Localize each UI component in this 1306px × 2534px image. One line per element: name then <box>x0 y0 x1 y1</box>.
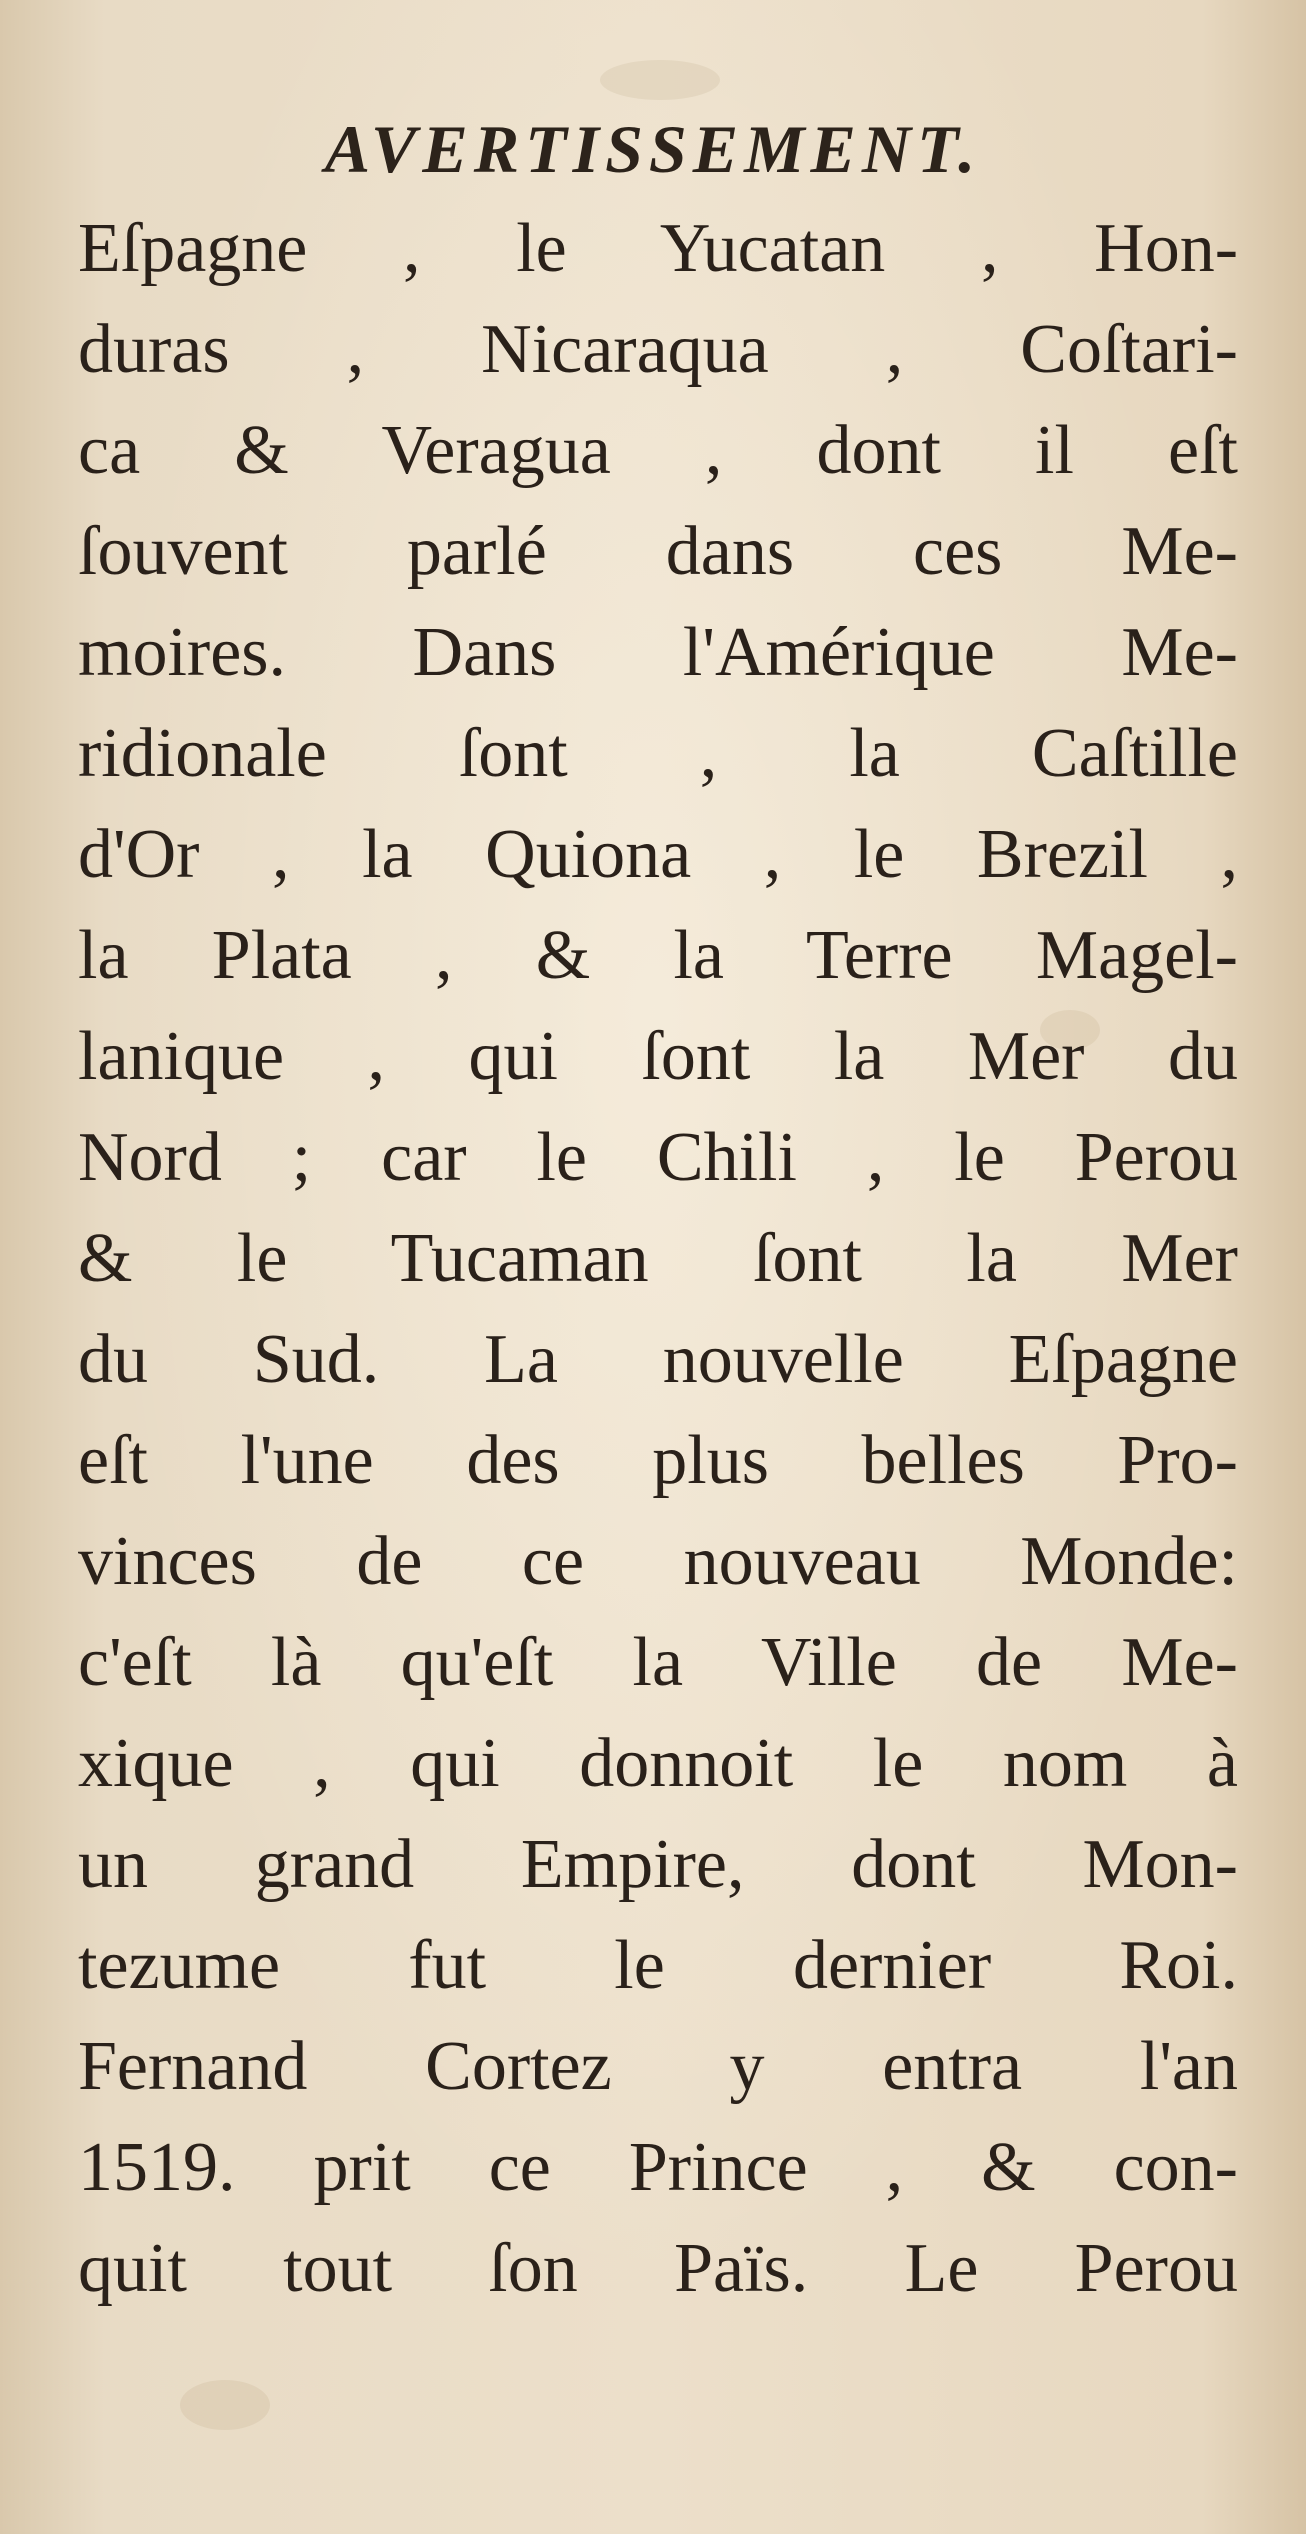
text-line: du Sud. La nouvelle Eſpagne <box>78 1321 1238 1398</box>
text-line: duras , Nicaraqua , Coſtari- <box>78 311 1238 388</box>
text-line: & le Tucaman ſont la Mer <box>78 1220 1238 1297</box>
text-line: moires. Dans l'Amérique Me- <box>78 614 1238 691</box>
text-line: lanique , qui ſont la Mer du <box>78 1018 1238 1095</box>
text-line: quit tout ſon Païs. Le Perou <box>78 2230 1238 2307</box>
text-line: ſouvent parlé dans ces Me- <box>78 513 1238 590</box>
text-line: xique , qui donnoit le nom à <box>78 1725 1238 1802</box>
paper-stain <box>600 60 720 100</box>
text-line: ridionale ſont , la Caſtille <box>78 715 1238 792</box>
text-line: la Plata , & la Terre Magel- <box>78 917 1238 994</box>
text-line: d'Or , la Quiona , le Brezil , <box>78 816 1238 893</box>
text-line: vinces de ce nouveau Monde: <box>78 1523 1238 1600</box>
running-head: AVERTISSEMENT. <box>324 111 982 187</box>
text-line: ca & Veragua , dont il eſt <box>78 412 1238 489</box>
text-line: Nord ; car le Chili , le Perou <box>78 1119 1238 1196</box>
text-line: Fernand Cortez y entra l'an <box>78 2028 1238 2105</box>
text-line: eſt l'une des plus belles Pro- <box>78 1422 1238 1499</box>
body-text <box>78 198 1238 2319</box>
text-line: un grand Empire, dont Mon- <box>78 1826 1238 1903</box>
text-line: Eſpagne , le Yucatan , Hon- <box>78 210 1238 287</box>
text-line: tezume fut le dernier Roi. <box>78 1927 1238 2004</box>
paper-stain <box>180 2380 270 2430</box>
text-line: 1519. prit ce Prince , & con- <box>78 2129 1238 2206</box>
text-line: c'eſt là qu'eſt la Ville de Me- <box>78 1624 1238 1701</box>
